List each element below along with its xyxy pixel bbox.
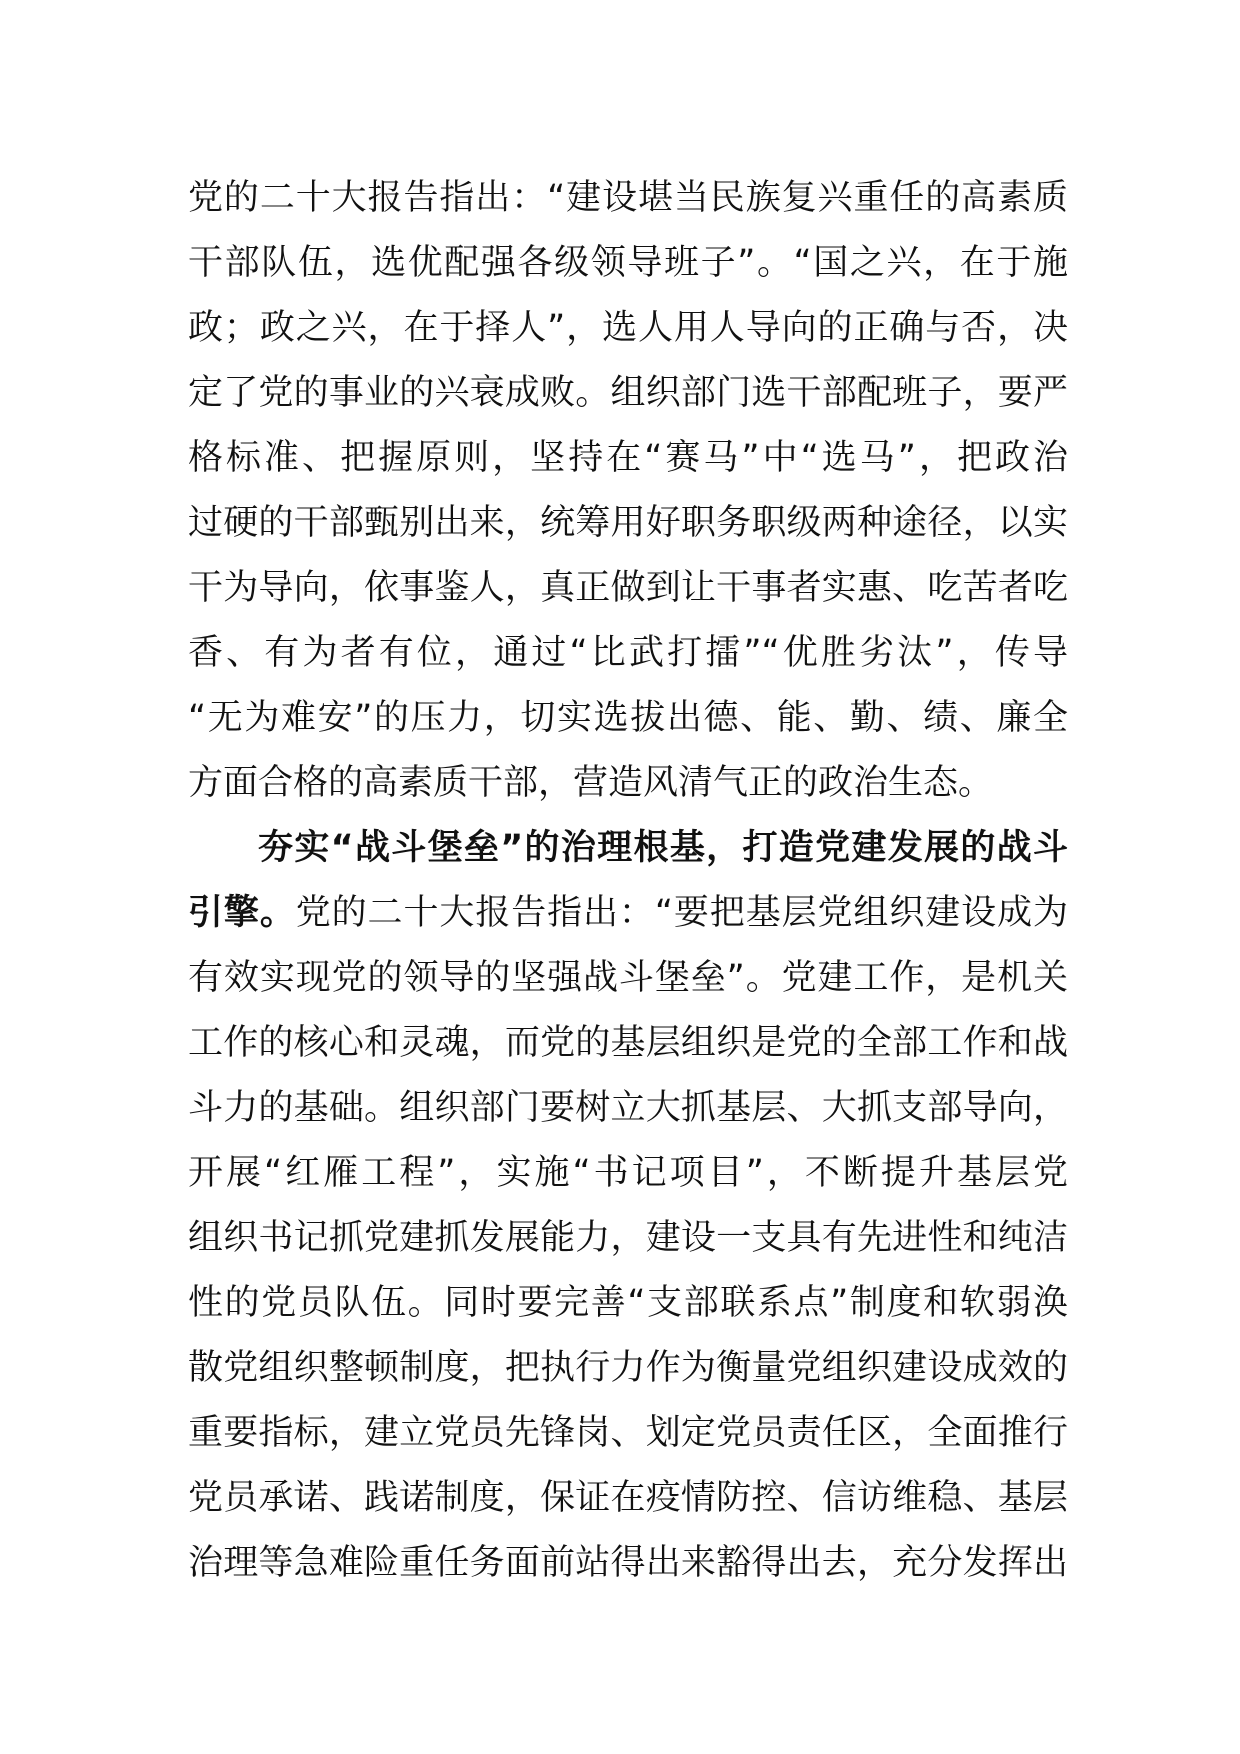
text-line: 组织书记抓党建抓发展能力，建设一支具有先进性和纯洁	[188, 1218, 1068, 1258]
text-line: 治理等急难险重任务面前站得出来豁得出去，充分发挥出	[188, 1543, 1068, 1583]
text-line: 党的二十大报告指出：“建设堪当民族复兴重任的高素质	[188, 178, 1068, 218]
text-line: 党员承诺、践诺制度，保证在疫情防控、信访维稳、基层	[188, 1478, 1068, 1518]
text-line: 散党组织整顿制度，把执行力作为衡量党组织建设成效的	[188, 1348, 1068, 1388]
paragraph-cadre-selection	[188, 166, 1068, 816]
text-line: 重要指标，建立党员先锋岗、划定党员责任区，全面推行	[188, 1413, 1068, 1453]
text-line-rest: 党的二十大报告指出：“要把基层党组织建设成为	[295, 893, 1068, 933]
section-heading: 夯实“战斗堡垒”的治理根基，打造党建发展的战斗	[258, 828, 1068, 868]
text-line: 过硬的干部甄别出来，统筹用好职务职级两种途径，以实	[188, 503, 1068, 543]
paragraph-party-building	[188, 816, 1068, 1596]
text-line: 政；政之兴，在于择人”，选人用人导向的正确与否，决	[188, 308, 1068, 348]
text-line: 格标准、把握原则，坚持在“赛马”中“选马”，把政治	[188, 438, 1068, 478]
text-line: 性的党员队伍。同时要完善“支部联系点”制度和软弱涣	[188, 1283, 1068, 1323]
text-line: “无为难安”的压力，切实选拔出德、能、勤、绩、廉全	[188, 698, 1068, 738]
text-line: 定了党的事业的兴衰成败。组织部门选干部配班子，要严	[188, 373, 1068, 413]
text-line: 干为导向，依事鉴人，真正做到让干事者实惠、吃苦者吃	[188, 568, 1068, 608]
text-line	[188, 881, 1068, 946]
body-text	[188, 166, 1068, 1596]
text-line: 有效实现党的领导的坚强战斗堡垒”。党建工作，是机关	[188, 958, 1068, 998]
text-line: 干部队伍，选优配强各级领导班子”。“国之兴，在于施	[188, 243, 1068, 283]
section-heading-end: 引擎。	[188, 893, 296, 933]
text-line: 斗力的基础。组织部门要树立大抓基层、大抓支部导向，	[188, 1088, 1068, 1128]
text-line: 开展“红雁工程”，实施“书记项目”，不断提升基层党	[188, 1153, 1068, 1193]
text-line: 工作的核心和灵魂，而党的基层组织是党的全部工作和战	[188, 1023, 1068, 1063]
text-line: 香、有为者有位，通过“比武打擂”“优胜劣汰”，传导	[188, 633, 1068, 673]
text-line: 方面合格的高素质干部，营造风清气正的政治生态。	[188, 763, 994, 803]
